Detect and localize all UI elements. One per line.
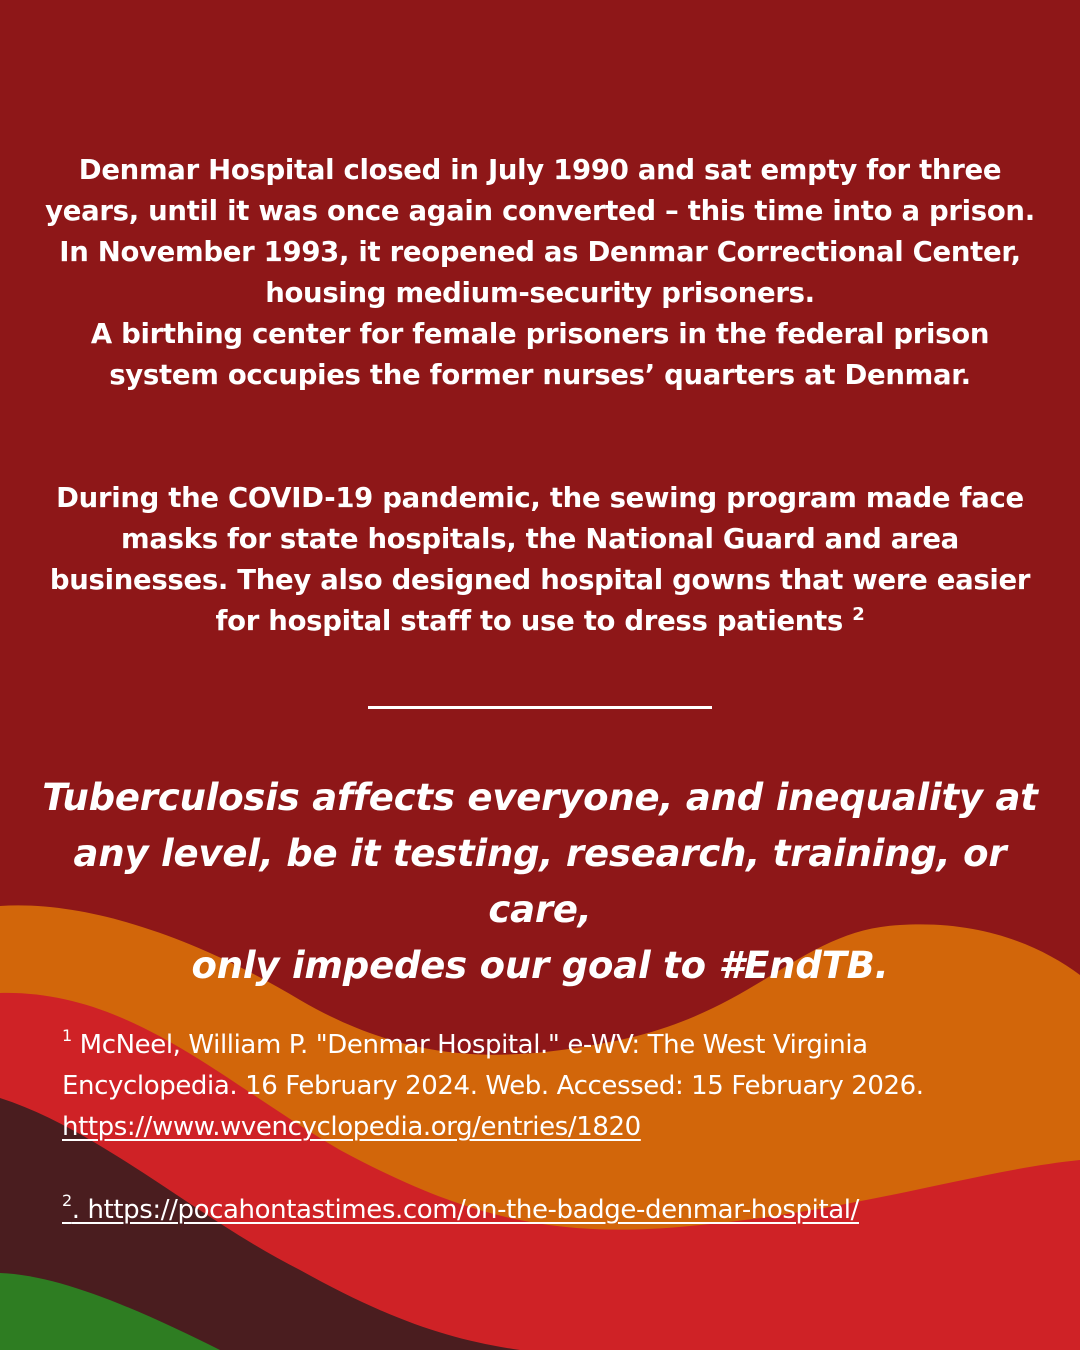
footnote-marker: 2 <box>852 604 865 625</box>
reference-1-line <box>62 1025 1052 1066</box>
paragraph1-line: In November 1993, it reopened as Denmar Correctional Center, <box>59 236 1021 268</box>
reference-1-link[interactable]: https://www.wvencyclopedia.org/entries/1820 <box>62 1112 641 1142</box>
reference-1 <box>62 1025 1052 1148</box>
paragraph2-line: for hospital staff to use to dress patients <box>215 605 843 637</box>
reference-1-text: McNeel, William P. "Denmar Hospital." e-WV: The West Virginia <box>79 1030 868 1060</box>
reference-2 <box>62 1190 1052 1231</box>
paragraph1-line: housing medium-security prisoners. <box>265 277 815 309</box>
reference-marker: 2 <box>62 1191 72 1210</box>
paragraph1-line: A birthing center for female prisoners in the federal prison <box>90 318 990 350</box>
covid-sewing-paragraph <box>40 478 1040 642</box>
endtb-quote <box>30 770 1050 994</box>
paragraph2-line: masks for state hospitals, the National Guard and area <box>121 523 959 555</box>
paragraph1-line: Denmar Hospital closed in July 1990 and sat empty for three <box>78 154 1002 186</box>
reference-2-link-text[interactable]: . https://pocahontastimes.com/on-the-badge-denmar-hospital/ <box>71 1195 859 1225</box>
hospital-history-paragraph <box>40 150 1040 396</box>
paragraph2-line: During the COVID-19 pandemic, the sewing program made face <box>56 482 1024 514</box>
paragraph1-line: system occupies the former nurses’ quarters at Denmar. <box>109 359 971 391</box>
paragraph2-line: businesses. They also designed hospital gowns that were easier <box>49 564 1031 596</box>
reference-1-text: Encyclopedia. 16 February 2024. Web. Accessed: 15 February 2026. <box>62 1071 924 1101</box>
reference-2-link[interactable] <box>62 1190 1052 1231</box>
quote-line: any level, be it testing, research, training, or care, <box>73 832 1007 931</box>
reference-marker: 1 <box>62 1026 72 1045</box>
paragraph2-last-line <box>40 601 1040 642</box>
section-divider <box>368 706 712 709</box>
quote-line: only impedes our goal to #EndTB. <box>191 944 889 987</box>
quote-line: Tuberculosis affects everyone, and inequality at <box>42 776 1038 819</box>
paragraph1-line: years, until it was once again converted – this time into a prison. <box>45 195 1035 227</box>
